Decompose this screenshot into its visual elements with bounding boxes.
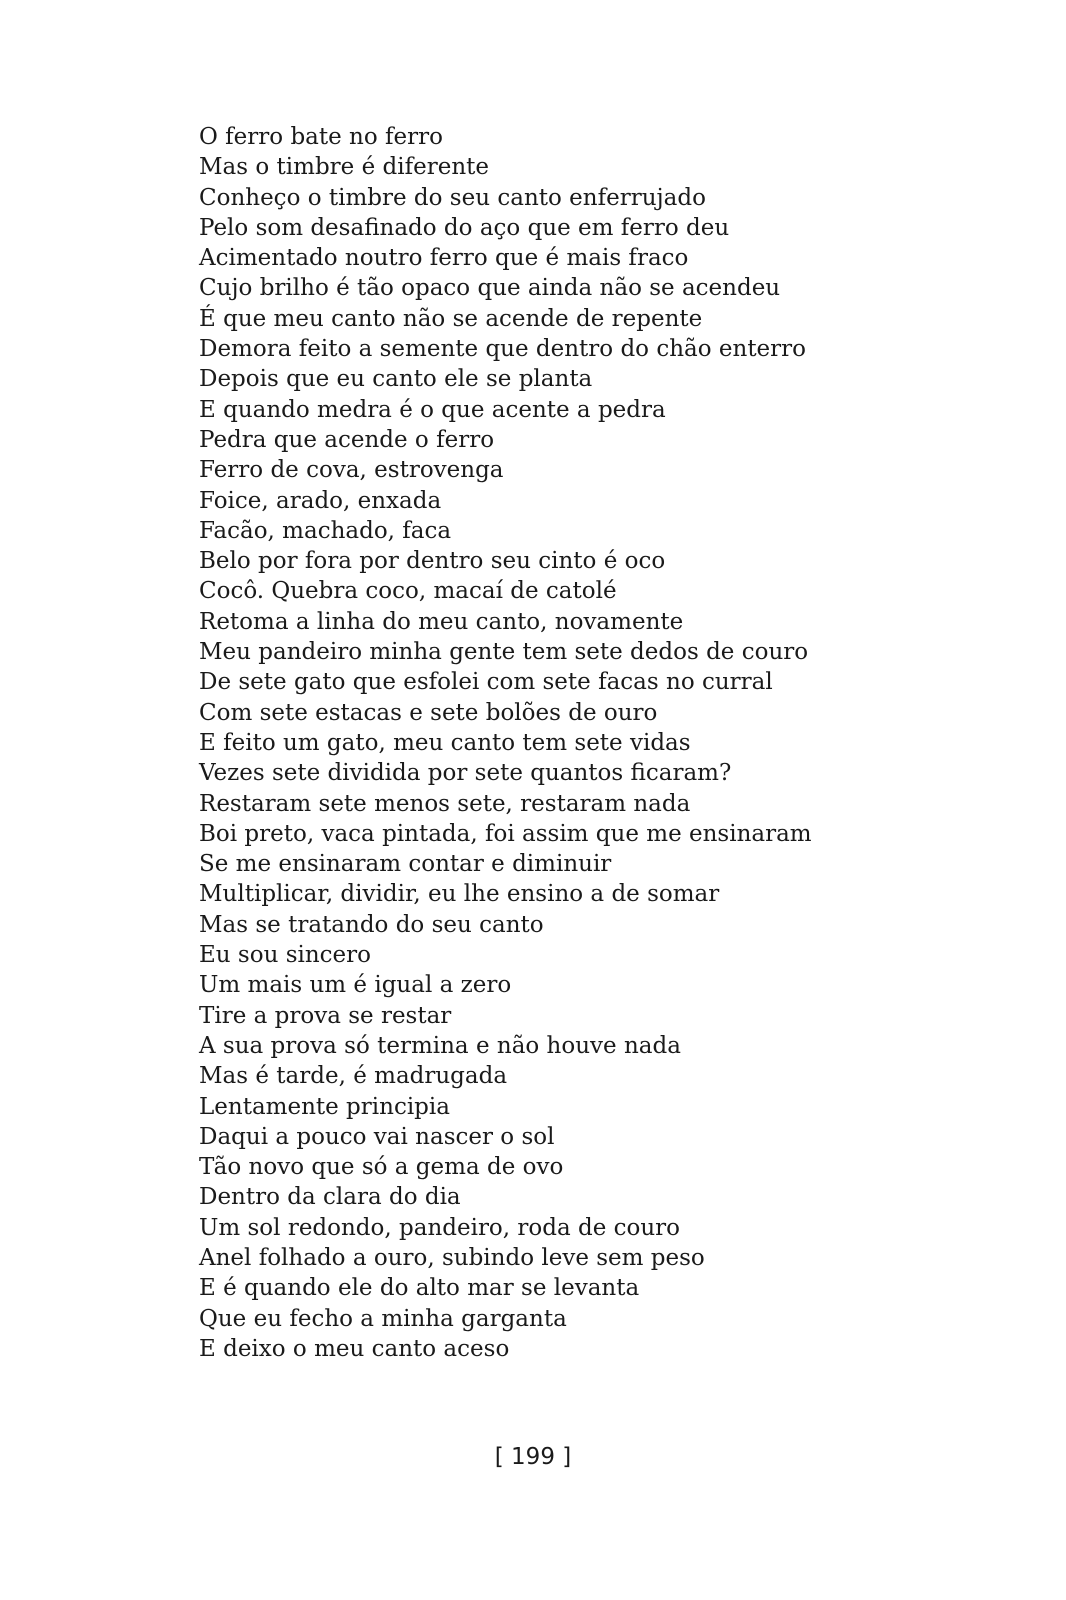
- poem-line: Tire a prova se restar: [199, 1002, 452, 1029]
- poem-line: E quando medra é o que acente a pedra: [199, 396, 666, 423]
- poem-line: É que meu canto não se acende de repente: [199, 305, 703, 332]
- poem-line: Retoma a linha do meu canto, novamente: [199, 608, 684, 635]
- poem-line: O ferro bate no ferro: [199, 124, 443, 150]
- poem-line: Um sol redondo, pandeiro, roda de couro: [199, 1214, 681, 1241]
- poem-line: Se me ensinaram contar e diminuir: [199, 851, 612, 878]
- poem-line: Conheço o timbre do seu canto enferrujado: [199, 184, 706, 211]
- poem-line: Vezes sete dividida por sete quantos ficaram?: [199, 760, 732, 787]
- poem-line: Foice, arado, enxada: [199, 487, 442, 514]
- poem-line: E deixo o meu canto aceso: [199, 1335, 510, 1362]
- poem-line: Um mais um é igual a zero: [199, 972, 512, 999]
- poem-line: Mas é tarde, é madrugada: [199, 1063, 508, 1090]
- poem-line: Acimentado noutro ferro que é mais fraco: [199, 245, 689, 272]
- poem-line: Anel folhado a ouro, subindo leve sem peso: [199, 1244, 705, 1271]
- poem-line: Cujo brilho é tão opaco que ainda não se acendeu: [199, 275, 781, 302]
- poem-line: Mas o timbre é diferente: [199, 154, 489, 181]
- poem-line: Demora feito a semente que dentro do chão enterro: [199, 336, 807, 363]
- poem-line: Multiplicar, dividir, eu lhe ensino a de somar: [199, 881, 720, 908]
- poem-line: Que eu fecho a minha garganta: [199, 1305, 567, 1332]
- poem-line: Dentro da clara do dia: [199, 1184, 461, 1211]
- poem-line: Facão, machado, faca: [199, 517, 452, 544]
- poem-line: Pedra que acende o ferro: [199, 426, 495, 453]
- poem-line: Cocô. Quebra coco, macaí de catolé: [199, 578, 617, 605]
- poem-line: Belo por fora por dentro seu cinto é oco: [199, 548, 666, 575]
- poem-line: E feito um gato, meu canto tem sete vidas: [199, 729, 691, 756]
- poem-line: Pelo som desafinado do aço que em ferro deu: [199, 214, 730, 241]
- poem-line: Eu sou sincero: [199, 942, 371, 969]
- poem-line: Boi preto, vaca pintada, foi assim que me ensinaram: [199, 820, 812, 847]
- poem-line: De sete gato que esfolei com sete facas no curral: [199, 669, 773, 696]
- poem-line: Depois que eu canto ele se planta: [199, 366, 593, 393]
- page-number: [ 199 ]: [494, 1444, 572, 1470]
- poem-line: Lentamente principia: [199, 1093, 450, 1120]
- poem-line: Ferro de cova, estrovenga: [199, 457, 504, 484]
- poem-line: Tão novo que só a gema de ovo: [199, 1154, 564, 1181]
- poem-line: A sua prova só termina e não houve nada: [199, 1032, 681, 1059]
- poem-line: E é quando ele do alto mar se levanta: [199, 1275, 640, 1302]
- poem-line: Mas se tratando do seu canto: [199, 911, 544, 938]
- poem-text: [199, 122, 812, 1364]
- poem-line: Restaram sete menos sete, restaram nada: [199, 790, 691, 817]
- poem-line: Daqui a pouco vai nascer o sol: [199, 1123, 555, 1150]
- poem-line: Meu pandeiro minha gente tem sete dedos de couro: [199, 639, 809, 666]
- poem-line: Com sete estacas e sete bolões de ouro: [199, 699, 658, 726]
